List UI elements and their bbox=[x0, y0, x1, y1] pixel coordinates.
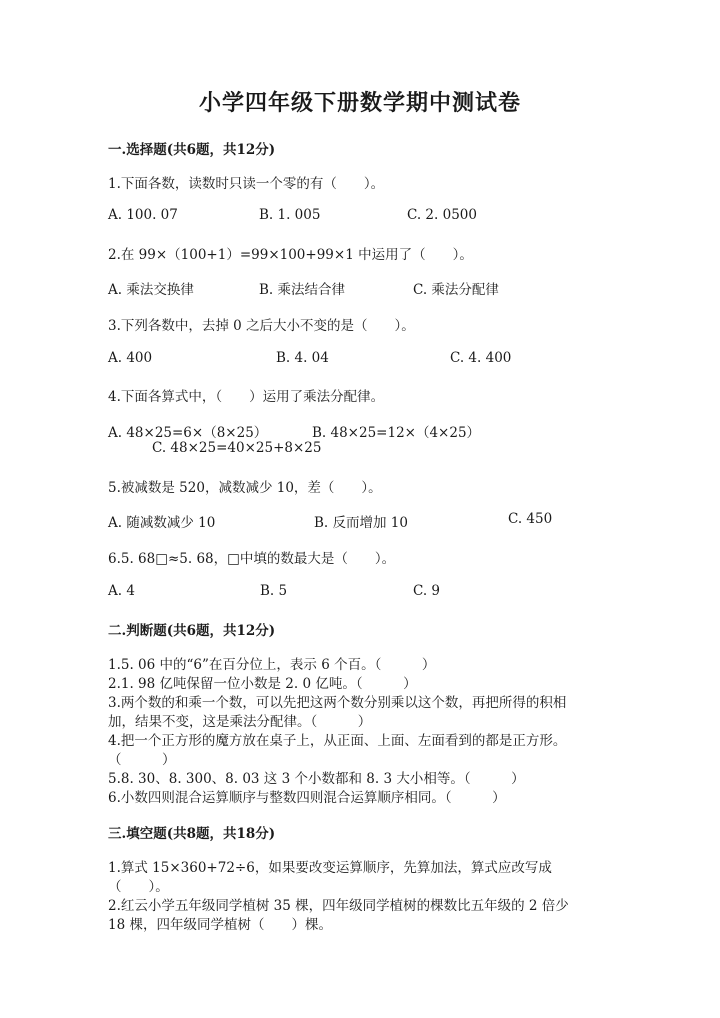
judge-line: 5.8. 30、8. 300、8. 03 这 3 个小数都和 8. 3 大小相等。（ ） bbox=[108, 771, 525, 787]
section-heading-fill: 三.填空题(共8题，共18分) bbox=[108, 826, 276, 842]
judge-line: 6.小数四则混合运算顺序与整数四则混合运算顺序相同。（ ） bbox=[108, 790, 506, 806]
question-3-option-c: C. 4. 400 bbox=[450, 350, 512, 366]
question-5: 5.被减数是 520，减数减少 10，差（ ）。 bbox=[108, 480, 382, 496]
question-1-option-b: B. 1. 005 bbox=[259, 207, 321, 223]
judge-line: 2.1. 98 亿吨保留一位小数是 2. 0 亿吨。（ ） bbox=[108, 676, 417, 692]
question-2-option-b: B. 乘法结合律 bbox=[259, 282, 346, 298]
judge-line: 1.5. 06 中的“6”在百分位上，表示 6 个百。（ ） bbox=[108, 657, 436, 673]
question-1-option-a: A. 100. 07 bbox=[108, 207, 178, 223]
section-heading-judge: 二.判断题(共6题，共12分) bbox=[108, 623, 276, 639]
question-2-option-a: A. 乘法交换律 bbox=[108, 282, 194, 298]
fill-line: 2.红云小学五年级同学植树 35 棵，四年级同学植树的棵数比五年级的 2 倍少 bbox=[108, 898, 569, 914]
judge-line: 3.两个数的和乘一个数，可以先把这两个数分别乘以这个数，再把所得的积相 bbox=[108, 695, 567, 711]
judge-line: 加，结果不变，这是乘法分配律。（ ） bbox=[108, 714, 372, 730]
question-1: 1.下面各数，读数时只读一个零的有（ ）。 bbox=[108, 176, 385, 192]
question-3: 3.下列各数中，去掉 0 之后大小不变的是（ ）。 bbox=[108, 318, 415, 334]
fill-line: （ ）。 bbox=[108, 879, 169, 895]
question-3-option-a: A. 400 bbox=[108, 350, 153, 366]
judge-line: 4.把一个正方形的魔方放在桌子上，从正面、上面、左面看到的都是正方形。 bbox=[108, 733, 567, 749]
question-6-option-b: B. 5 bbox=[260, 583, 288, 599]
question-4-option-c: C. 48×25=40×25+8×25 bbox=[152, 440, 322, 456]
question-6-option-c: C. 9 bbox=[413, 583, 441, 599]
fill-line: 18 棵，四年级同学植树（ ）棵。 bbox=[108, 917, 332, 933]
question-2-option-c: C. 乘法分配律 bbox=[413, 282, 499, 298]
question-4-option-a: A. 48×25=6×（8×25） bbox=[108, 425, 268, 441]
question-2: 2.在 99×（100+1）=99×100+99×1 中运用了（ ）。 bbox=[108, 247, 473, 263]
judge-line: （ ） bbox=[108, 752, 176, 768]
question-5-option-c: C. 450 bbox=[508, 511, 553, 527]
question-5-option-a: A. 随减数减少 10 bbox=[108, 515, 216, 531]
question-4-option-b: B. 48×25=12×（4×25） bbox=[312, 425, 481, 441]
question-5-option-b: B. 反而增加 10 bbox=[314, 515, 408, 531]
question-6: 6.5. 68□≈5. 68，□中填的数最大是（ ）。 bbox=[108, 551, 396, 567]
section-heading-choice: 一.选择题(共6题，共12分) bbox=[108, 142, 276, 158]
page-title: 小学四年级下册数学期中测试卷 bbox=[198, 90, 521, 116]
question-3-option-b: B. 4. 04 bbox=[276, 350, 329, 366]
question-6-option-a: A. 4 bbox=[108, 583, 135, 599]
fill-line: 1.算式 15×360+72÷6，如果要改变运算顺序，先算加法，算式应改写成 bbox=[108, 860, 552, 876]
question-4: 4.下面各算式中，（ ）运用了乘法分配律。 bbox=[108, 389, 385, 405]
question-1-option-c: C. 2. 0500 bbox=[407, 207, 477, 223]
